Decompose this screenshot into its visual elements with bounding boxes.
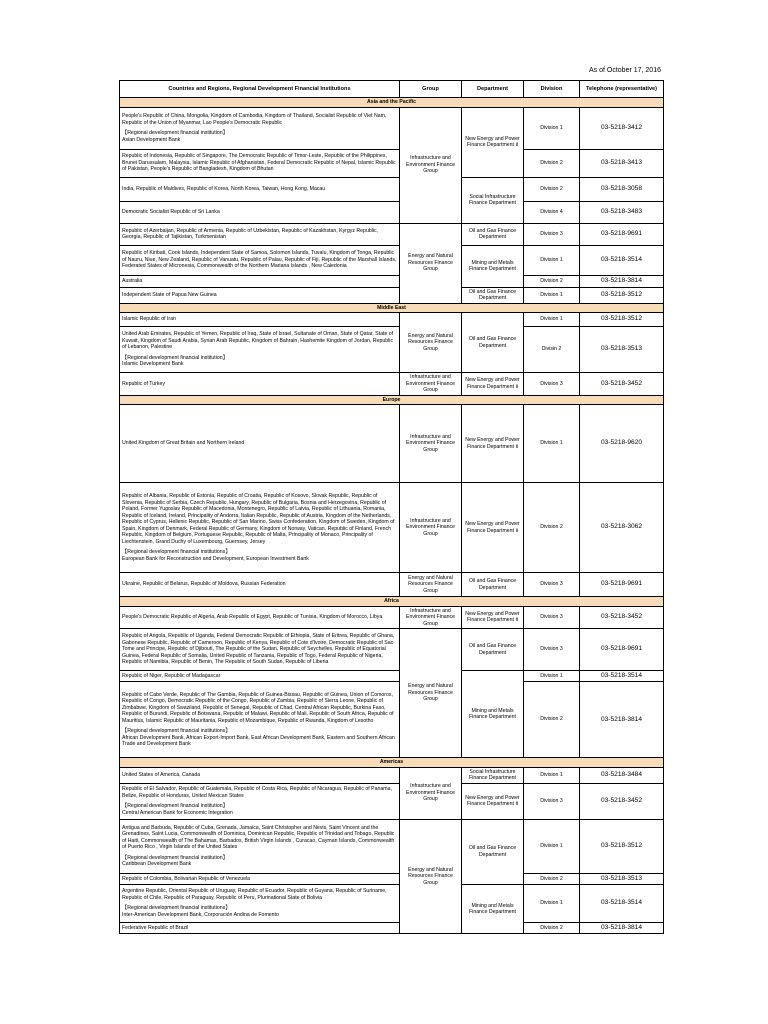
region-row-middle-east: Middle East <box>120 303 664 313</box>
telephone-number: 03-5218-3483 <box>580 201 664 223</box>
group-cell: Infrastructure and Environment Finance Group <box>400 483 462 573</box>
group-cell: Energy and Natural Resources Finance Group <box>400 573 462 597</box>
table-row: India, Republic of Maldives, Republic of Korea, North Korea, Taiwan, Hong Kong, Macau Social Infrastructure Finance Department Division 2 03-5218-3058 <box>120 177 664 201</box>
group-cell: Energy and Natural Resources Finance Group <box>400 223 462 303</box>
telephone-number: 03-5218-3452 <box>580 606 664 629</box>
department-cell: New Energy and Power Finance Department Ⅱ <box>462 405 524 483</box>
telephone-number: 03-5218-3512 <box>580 819 664 873</box>
telephone-number: 03-5218-9691 <box>580 629 664 671</box>
region-row-asia: Asia and the Pacific <box>120 98 664 108</box>
region-row-africa: Africa <box>120 597 664 607</box>
department-cell: Mining and Metals Finance Department <box>462 671 524 758</box>
contact-table <box>119 80 664 934</box>
group-cell: Energy and Natural Resources Finance Group <box>400 819 462 933</box>
department-cell: Oil and Gas Finance Department <box>462 287 524 303</box>
telephone-number: 03-5218-3814 <box>580 275 664 287</box>
header-division: Division <box>524 81 580 98</box>
table-row: United Arab Emirates, Republic of Yemen, Republic of Iraq, State of Israel, Sultanate of Oman, State of Qatar, State of Kuwait, Kingdom of Saudi Arabia, Syrian Arab Republic, Kingdom of Bahrain, Hashemite Kingdom of Jordan, Republic of Lebanon, Palestine 【Regional development financial institution】 Islamic Development Bank Divisin 2 03-5218-3513 <box>120 327 664 373</box>
table-row: Republic of El Salvador, Republic of Guatemala, Republic of Costa Rica, Republic of Nicaragua, Republic of Panama, Belize, Republic of Honduras, United Mexican States 【Regional development financial institution】 Central American Bank for Economic Integration New Energy and Power Finance Department Ⅱ Division 3 03-5218-3452 <box>120 783 664 819</box>
table-row: Republic of Cabo Verde, Republic of The Gambia, Republic of Guinea-Bissau, Republic of Guinea, Union of Comoros, Republic of Congo, Democratic Republic of the Congo, Republic of Zambia, Republic of Sierra Leone, Republic of Zimbabwe, Kingdom of Swaziland, Republic of Senegal, Republic of Chad, Central African Republic, Burkina Faso, Republic of Burundi, Republic of Botswana, Republic of Malawi, Republic of Mali, Republic of South Africa, Republic of Mauritius, Islamic Republic of Mauritania, Republic of Mozambique, Republic of Rwanda, Kingdom of Lesotho 【Regional development financial institutions】 African Development Bank, African Export-Import Bank, East African Development Bank, Eastern and Southern African Trade and Development Bank Division 2 03-5218-3814 <box>120 682 664 758</box>
header-row <box>120 81 664 98</box>
telephone-number: 03-5218-3484 <box>580 767 664 783</box>
department-cell: New Energy and Power Finance Department Ⅱ <box>462 483 524 573</box>
header-group: Group <box>400 81 462 98</box>
region-row-americas: Americas <box>120 758 664 768</box>
department-cell: New Energy and Power Finance Department Ⅱ <box>462 107 524 177</box>
telephone-number: 03-5218-3513 <box>580 327 664 373</box>
group-cell: Infrastructure and Environment Finance Group <box>400 767 462 819</box>
table-row: Antigua and Barbuda, Republic of Cuba, Grenada, Jamaica, Saint Christopher and Nevis, Saint Vincent and the Grenadines, Saint Lucia, Commonwealth of Dominica, Dominican Republic, Republic of Trinidad and Tobago, Republic of Haiti, Commonwealth of The Bahamas, Barbados, British Virgin Islands , Curacao, Cayman Islands, Commonwealth of Puerto Rico , Virgin Islands of the United States 【Regional development financial institution】 Caribbean Development Bank Energy and Natural Resources Finance Group Oil and Gas Finance Department Division 1 03-5218-3512 <box>120 819 664 873</box>
department-cell: New Energy and Power Finance Department Ⅱ <box>462 373 524 396</box>
telephone-number: 03-5218-9620 <box>580 405 664 483</box>
table-row: Independent State of Papua New Guinea Oil and Gas Finance Department Division 1 03-5218-3512 <box>120 287 664 303</box>
telephone-number: 03-5218-3512 <box>580 287 664 303</box>
table-row: Federative Republic of Brazil Division 2 03-5218-3814 <box>120 922 664 933</box>
table-row: Argentine Republic, Oriental Republic of Uruguay, Republic of Ecuador, Republic of Guyana, Republic of Suriname, Republic of Chile, Republic of Paraguay, Republic of Peru, Plurinational State of Bolivia 【Regional development financial institutions】 Inter-American Development Bank, Corporación Andina de Fomento Mining and Metals Finance Department Division 1 03-5218-3514 <box>120 884 664 922</box>
table-row: Republic of Kiribati, Cook Islands, Independent State of Samoa, Solomon Islands, Tuvalu, Kingdom of Tonga, Republic of Nauru, Niue, New Zealand, Republic of Vanuatu, Republic of Palau, Republic of Fiji, Republic of the Marshall Islands, Federated States of Micronesia, Commonwealth of the Northern Mariana Islands , New Caledonia Mining and Metals Finance Department Division 1 03-5218-3514 <box>120 245 664 275</box>
telephone-number: 03-5218-3512 <box>580 313 664 327</box>
telephone-number: 03-5218-3058 <box>580 177 664 201</box>
table-row: Republic of Angola, Republic of Uganda, Federal Democratic Republic of Ethiopia, State of Eritrea, Republic of Ghana, Gabonese Republic, Republic of Cameroon, Republic of Kenya, Republic of Cote d'Ivoire, Democratic Republic of Sao Tome and Principe, Republic of Djibouti, The Republic of the Sudan, Republic of Seychelles, Republic of Equatorial Guinea, Federal Republic of Somalia, United Republic of Tanzania, Republic of Togo, Federal Republic of Nigeria, Republic of Namibia, Republic of Benin, The Republic of South Sudan, Republic of Liberia Energy and Natural Resources Finance Group Oil and Gas Finance Department Division 3 03-5218-9691 <box>120 629 664 671</box>
table-row: Democratic Socialist Republic of Sri Lanka Division 4 03-5218-3483 <box>120 201 664 223</box>
as-of-date: As of October 17, 2016 <box>589 67 661 74</box>
telephone-number: 03-5218-3814 <box>580 922 664 933</box>
table-row: Republic of Albania, Republic of Estonia, Republic of Croatia, Republic of Kosovo, Slovak Republic, Republic of Slovenia, Republic of Serbia, Czech Republic, Hungary, Republic of Bulgaria, Bosnia and Herzegovina, Republic of Poland, Former Yugoslav Republic of Macedonia, Montenegro, Republic of Latvia, Republic of Lithuania, Romania, Republic of Iceland, Ireland, Principality of Andorra, Italian Republic, Republic of Austria, Kingdom of the Netherlands, Republic of Cyprus, Hellenic Republic, Republic of San Marino, Swiss Confederation, Kingdom of Sweden, Kingdom of Spain, Kingdom of Denmark, Federal Republic of Germany, Kingdom of Norway, Vatican, Republic of Finland, French Republic, Kingdom of Belgium, Portuguese Republic, Republic of Malta, Principality of Monaco, Principality of Liechtenstein, Grand Duchy of Luxembourg, Guernsey, Jersey 【Regional development financial institutions】 European Bank for Reconstruction and Development, European Investment Bank Infrastructure and Environment Finance Group New Energy and Power Finance Department Ⅱ Division 2 03-5218-3062 <box>120 483 664 573</box>
table-row: People's Republic of China, Mongolia, Kingdom of Cambodia, Kingdom of Thailand, Socialist Republic of Viet Nam, Republic of the Union of Myanmar, Lao People's Democratic Republic 【Regional development financial institution】 Asian Development Bank Infrastructure and Environment Finance Group New Energy and Power Finance Department Ⅱ Division 1 03-5218-3412 <box>120 107 664 149</box>
department-cell: Oil and Gas Finance Department <box>462 223 524 245</box>
telephone-number: 03-5218-3452 <box>580 783 664 819</box>
group-cell: Energy and Natural Resources Finance Group <box>400 629 462 758</box>
department-cell: Oil and Gas Finance Department <box>462 573 524 597</box>
table-row: Republic of Niger, Republic of Madagascar Mining and Metals Finance Department Division 1 03-5218-3514 <box>120 671 664 682</box>
table-row: Republic of Turkey Infrastructure and Environment Finance Group New Energy and Power Finance Department Ⅱ Division 3 03-5218-3452 <box>120 373 664 396</box>
table-row: Islamic Republic of Iran Energy and Natural Resources Finance Group Oil and Gas Finance Department Division 1 03-5218-3512 <box>120 313 664 327</box>
telephone-number: 03-5218-3412 <box>580 107 664 149</box>
table-row: Republic of Azerbaijan, Republic of Armenia, Republic of Uzbekistan, Republic of Kazakhstan, Kyrgyz Republic, Georgia, Republic of Tajikistan, Turkmenistan Energy and Natural Resources Finance Group Oil and Gas Finance Department Division 3 03-5218-9691 <box>120 223 664 245</box>
department-cell: New Energy and Power Finance Department Ⅱ <box>462 606 524 629</box>
telephone-number: 03-5218-3062 <box>580 483 664 573</box>
telephone-number: 03-5218-3514 <box>580 884 664 922</box>
department-cell: Social Infrastructure Finance Department <box>462 177 524 223</box>
group-cell: Infrastructure and Environment Finance Group <box>400 107 462 223</box>
region-row-europe: Europe <box>120 395 664 405</box>
telephone-number: 03-5218-9691 <box>580 223 664 245</box>
group-cell: Energy and Natural Resources Finance Group <box>400 313 462 373</box>
table-row: United Kingdom of Great Britain and Northern Ireland Infrastructure and Environment Finance Group New Energy and Power Finance Department Ⅱ Division 1 03-5218-9620 <box>120 405 664 483</box>
telephone-number: 03-5218-3513 <box>580 873 664 884</box>
department-cell: Mining and Metals Finance Department <box>462 245 524 287</box>
group-cell: Infrastructure and Environment Finance Group <box>400 405 462 483</box>
department-cell: Mining and Metals Finance Department <box>462 884 524 933</box>
table-row: United States of America, Canada Infrastructure and Environment Finance Group Social Infrastructure Finance Department Division 1 03-5218-3484 <box>120 767 664 783</box>
group-cell: Infrastructure and Environment Finance Group <box>400 373 462 396</box>
table-row: Ukraine, Republic of Belarus, Republic of Moldova, Russian Federation Energy and Natural Resources Finance Group Oil and Gas Finance Department Division 3 03-5218-9691 <box>120 573 664 597</box>
telephone-number: 03-5218-3514 <box>580 245 664 275</box>
header-department: Department <box>462 81 524 98</box>
telephone-number: 03-5218-3514 <box>580 671 664 682</box>
table-row: Republic of Indonesia, Republic of Singapore, The Democratic Republic of Timor-Leste, Republic of the Philippines, Brunei Darussalam, Malaysia, Islamic Republic of Afghanistan, Federal Democratic Republic of Nepal, Islamic Republic of Pakistan, People's Republic of Bangladesh, Kingdom of Bhutan Division 2 03-5218-3413 <box>120 149 664 177</box>
table-row: Republic of Colombia, Bolivarian Republic of Venezuela Division 2 03-5218-3513 <box>120 873 664 884</box>
telephone-number: 03-5218-3413 <box>580 149 664 177</box>
department-cell: New Energy and Power Finance Department Ⅱ <box>462 783 524 819</box>
telephone-number: 03-5218-3452 <box>580 373 664 396</box>
table-row: Australia Division 2 03-5218-3814 <box>120 275 664 287</box>
department-cell: Oil and Gas Finance Department <box>462 629 524 671</box>
department-cell: Oil and Gas Finance Department <box>462 313 524 373</box>
department-cell: Oil and Gas Finance Department <box>462 819 524 884</box>
group-cell: Infrastructure and Environment Finance Group <box>400 606 462 629</box>
telephone-number: 03-5218-9691 <box>580 573 664 597</box>
table-row: People's Democratic Republic of Algeria, Arab Republic of Egypt, Republic of Tunisia, Kingdom of Morocco, Libya Infrastructure and Environment Finance Group New Energy and Power Finance Department Ⅱ Division 3 03-5218-3452 <box>120 606 664 629</box>
header-countries: Countries and Regions, Regional Development Financial Institutions <box>120 81 400 98</box>
header-telephone: Telephone (representative) <box>580 81 664 98</box>
telephone-number: 03-5218-3814 <box>580 682 664 758</box>
department-cell: Social Infrastructure Finance Department <box>462 767 524 783</box>
